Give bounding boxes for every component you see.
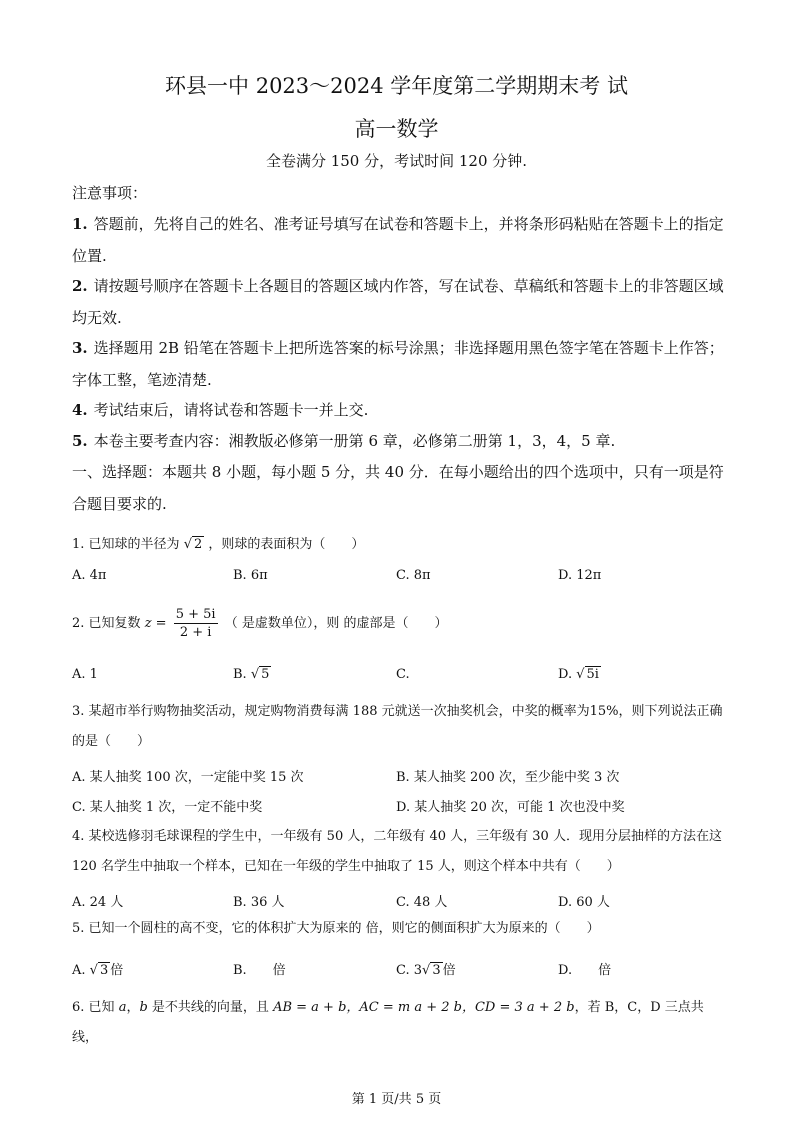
q2-option-c: C.: [396, 667, 410, 682]
note-item-5: 5. 本卷主要考查内容：湘教版必修第一册第 6 章，必修第二册第 1，3，4，5 章.: [72, 432, 616, 450]
q5-option-c: C. 3√ 3 倍: [396, 963, 456, 978]
page-footer: 第 1 页/共 5 页: [351, 1092, 442, 1107]
q4-option-c: C. 48 人: [396, 895, 448, 910]
q1-option-b: B. 6π: [233, 568, 268, 583]
exam-title: 环县一中 2023～2024 学年度第二学期期末考 试: [165, 74, 628, 98]
q5-option-a: A. √ 3 倍: [72, 963, 124, 978]
note-item-4: 4. 考试结束后，请将试卷和答题卡一并上交.: [72, 401, 369, 419]
question-4: 4. 某校选修羽毛球课程的学生中，一年级有 50 人，二年级有 40 人，三年级有 30 人．现用分层抽样的方法在这 120 名学生中抽取一个样本，已知在一年级的学生中抽取了 15 人，则这个样本中共有（ ）: [72, 829, 722, 874]
q2-option-b: B. √ 5: [233, 667, 270, 682]
q2-option-d: D. √ 5i: [558, 667, 599, 682]
sqrt-expression: √ 2: [183, 537, 203, 552]
note-item-2: 2. 请按题号顺序在答题卡上各题目的答题区域内作答，写在试卷、草稿纸和答题卡上的非答题区域均无效.: [72, 277, 724, 327]
q1-option-d: D. 12π: [558, 568, 602, 583]
q4-option-b: B. 36 人: [233, 895, 285, 910]
question-3: 3. 某超市举行购物抽奖活动，规定购物消费每满 188 元就送一次抽奖机会，中奖的概率为15%，则下列说法正确的是（ ）: [72, 704, 723, 749]
q4-option-d: D. 60 人: [558, 895, 610, 910]
fraction: $\frac{5 + 5i}{2 + i}$: [175, 607, 216, 640]
q3-option-b: B. 某人抽奖 200 次，至少能中奖 3 次: [396, 770, 620, 785]
exam-subject: 高一数学: [354, 117, 439, 141]
q1-option-a: A. 4π: [72, 568, 107, 583]
question-5: 5. 已知一个圆柱的高不变，它的体积扩大为原来的 倍，则它的侧面积扩大为原来的（ ）: [72, 921, 600, 936]
note-item-1: 1. 答题前，先将自己的姓名、准考证号填写在试卷和答题卡上，并将条形码粘贴在答题卡上的指定位置.: [72, 215, 724, 265]
q1-option-c: C. 8π: [396, 568, 431, 583]
note-item-3: 3. 选择题用 2B 铅笔在答题卡上把所选答案的标号涂黑；非选择题用黑色签字笔在答题卡上作答；字体工整，笔迹清楚.: [72, 339, 724, 389]
notes-heading: 注意事项：: [72, 184, 148, 202]
section-1-heading: 一、选择题：本题共 8 小题，每小题 5 分，共 40 分．在每小题给出的四个选项中，只有一项是符合题目要求的.: [72, 463, 724, 513]
question-6: 6. 已知 a，b 是不共线的向量，且 AB = a + b，AC = m a + 2 b，CD = 3 a + 2 b，若 B，C，D 三点共线，: [72, 1000, 704, 1045]
q5-option-d: D. 倍: [558, 963, 612, 978]
q3-option-d: D. 某人抽奖 20 次，可能 1 次也没中奖: [396, 800, 625, 815]
q3-option-a: A. 某人抽奖 100 次，一定能中奖 15 次: [72, 770, 304, 785]
exam-meta: 全卷满分 150 分，考试时间 120 分钟.: [265, 152, 528, 170]
question-2: 2. 已知复数 z = $\frac{5 + 5i}{2 + i}$ （ 是虚数单位），则 的虚部是（ ）: [72, 607, 448, 640]
q3-option-c: C. 某人抽奖 1 次，一定不能中奖: [72, 800, 263, 815]
q2-option-a: A. 1: [72, 667, 98, 682]
q4-option-a: A. 24 人: [72, 895, 124, 910]
q5-option-b: B. 倍: [233, 963, 286, 978]
question-1: 1. 已知球的半径为 √ 2 ，则球的表面积为（ ）: [72, 530, 724, 560]
